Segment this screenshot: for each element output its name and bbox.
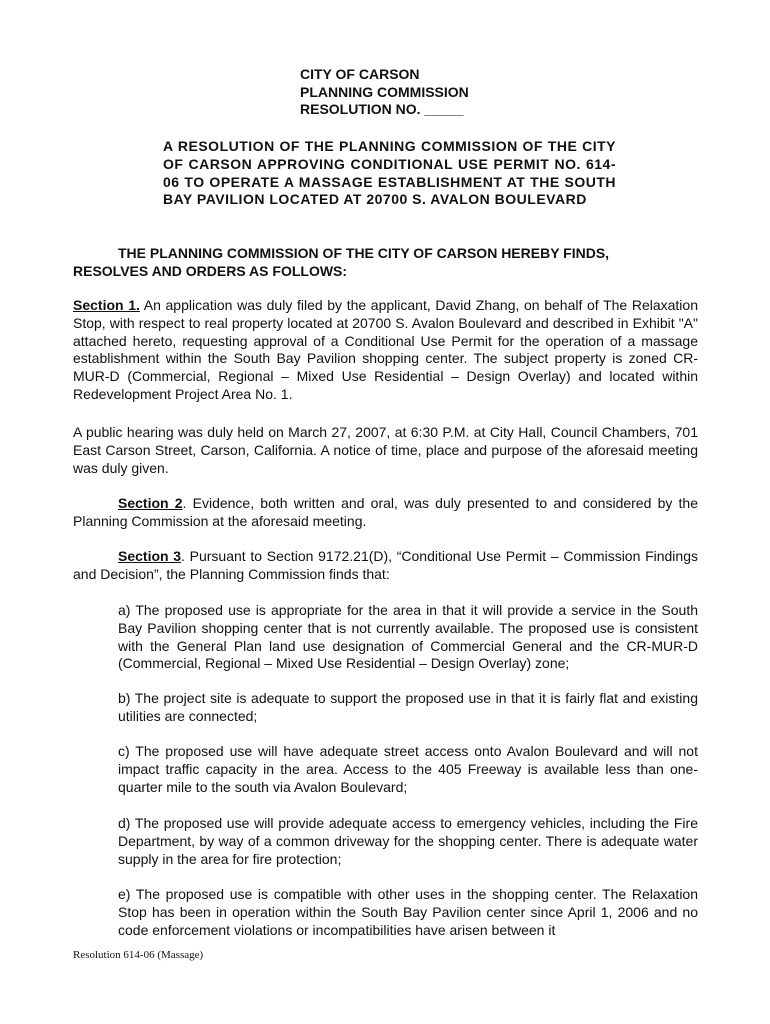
resolution-title: A RESOLUTION OF THE PLANNING COMMISSION OF THE CITY OF CARSON APPROVING CONDITIONAL USE PERMIT NO. 614-06 TO OPERATE A MASSAGE ESTABLISHMENT AT THE SOUTH BAY PAVILION LOCATED AT 20700 S. AVALON BOULEVARD — [163, 138, 616, 208]
section-1-paragraph — [73, 297, 698, 404]
header-resolution-number: RESOLUTION NO. _____ — [300, 101, 464, 117]
section-3-label: Section 3 — [118, 548, 182, 564]
section-3-text: . Pursuant to Section 9172.21(D), “Conditional Use Permit – Commission Findings and Decision”, the Planning Commission finds that: — [73, 548, 698, 582]
section-1-text: An application was duly filed by the applicant, David Zhang, on behalf of The Relaxation Stop, with respect to real property located at 20700 S. Avalon Boulevard and described in Exhibit "A" attached hereto, requesting approval of a Conditional Use Permit for the operation of a massage establishment within the South Bay Pavilion shopping center. The subject property is zoned CR-MUR-D (Commercial, Regional – Mixed Use Residential – Design Overlay) and located within Redevelopment Project Area No. 1. — [73, 297, 698, 402]
finding-c: c) The proposed use will have adequate street access onto Avalon Boulevard and will not impact traffic capacity in the area. Access to the 405 Freeway is available less than one-quarter mile to the south via Avalon Boulevard; — [118, 743, 698, 795]
finding-d: d) The proposed use will provide adequate access to emergency vehicles, including the Fire Department, by way of a common driveway for the shopping center. There is adequate water supply in the area for fire protection; — [118, 815, 698, 867]
header-commission: PLANNING COMMISSION — [300, 83, 469, 100]
section-2-text: . Evidence, both written and oral, was duly presented to and considered by the Planning Commission at the aforesaid meeting. — [73, 495, 698, 529]
section-2-label: Section 2 — [118, 495, 183, 511]
finding-a: a) The proposed use is appropriate for the area in that it will provide a service in the South Bay Pavilion shopping center that is not currently available. The proposed use is consistent with the General Plan land use designation of Commercial General and the CR-MUR-D (Commercial, Regional – Mixed Use Residential – Design Overlay) zone; — [118, 602, 698, 672]
section-1-label: Section 1. — [73, 297, 140, 313]
section-3-paragraph — [73, 548, 698, 584]
page-footer: Resolution 614-06 (Massage) — [73, 949, 204, 961]
findings-preamble — [73, 245, 698, 280]
preamble-line-1: THE PLANNING COMMISSION OF THE CITY OF CARSON HEREBY FINDS, — [118, 245, 610, 261]
finding-e: e) The proposed use is compatible with other uses in the shopping center. The Relaxation Stop has been in operation within the South Bay Pavilion center since April 1, 2006 and no code enforcement violations or incompatibilities have arisen between it — [118, 886, 698, 938]
document-header — [300, 66, 600, 119]
public-hearing-paragraph: A public hearing was duly held on March 27, 2007, at 6:30 P.M. at City Hall, Council Chambers, 701 East Carson Street, Carson, California. A notice of time, place and purpose of the aforesaid meeting was duly given. — [73, 424, 698, 476]
preamble-line-2: RESOLVES AND ORDERS AS FOLLOWS: — [73, 262, 348, 279]
section-2-paragraph — [73, 495, 698, 531]
finding-b: b) The project site is adequate to support the proposed use in that it is fairly flat and existing utilities are connected; — [118, 690, 698, 724]
header-city: CITY OF CARSON — [300, 66, 420, 82]
